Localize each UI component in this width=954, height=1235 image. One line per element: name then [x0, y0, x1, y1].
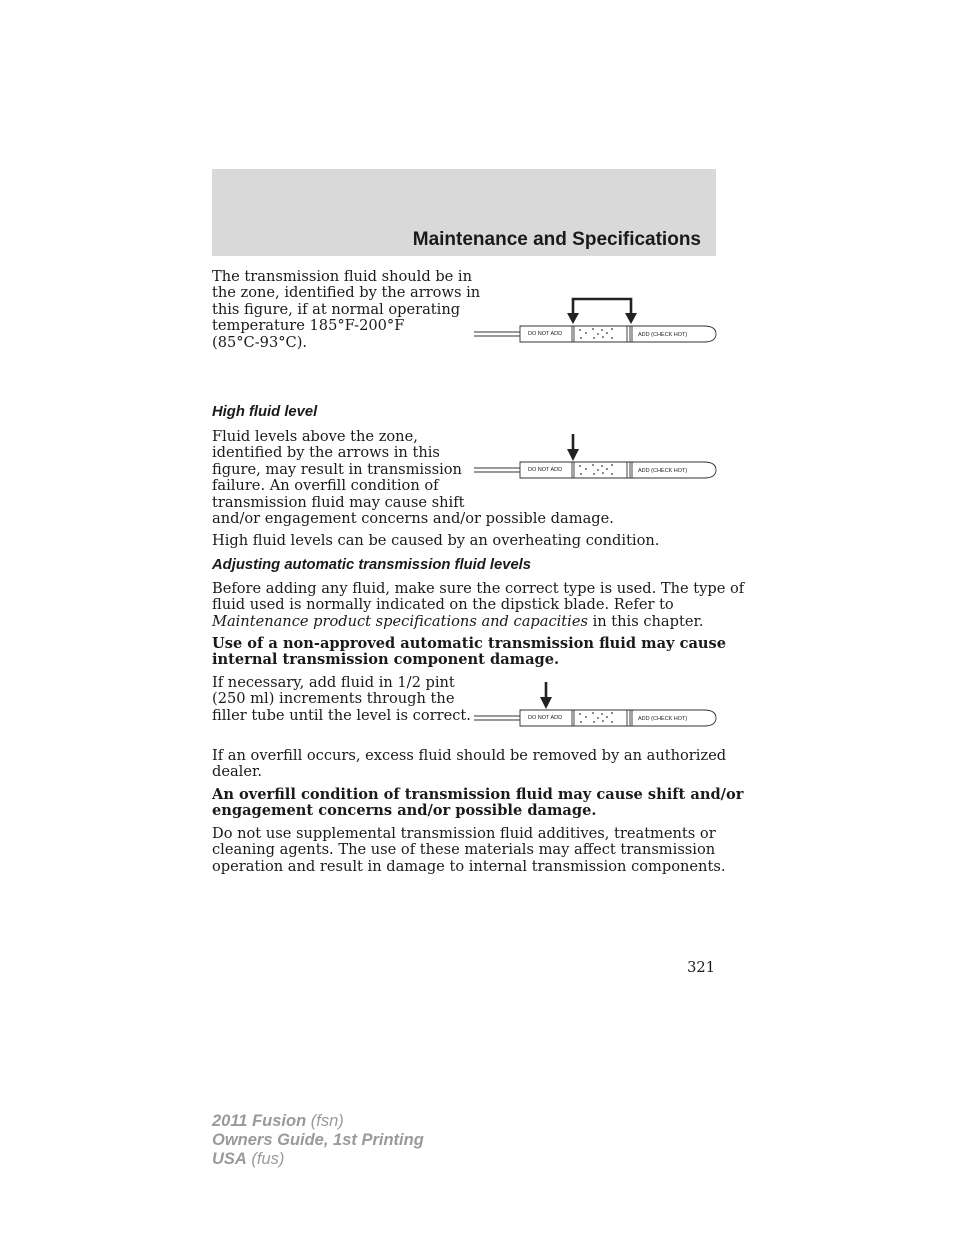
text-line: the zone, identified by the arrows in [212, 284, 481, 302]
text-line: Fluid levels above the zone, [212, 428, 418, 445]
text-line: The transmission fluid should be in [212, 268, 473, 285]
intro-paragraph [212, 269, 480, 351]
dipstick-label-do-not-add: DO NOT ADD [528, 715, 563, 721]
text-fragment: in this chapter. [587, 612, 704, 630]
cross-reference: Maintenance product specifications and capacities [212, 612, 588, 630]
down-arrow-icon [567, 313, 579, 324]
down-arrow-icon [625, 313, 637, 324]
text-line: cleaning agents. The use of these materials may affect transmission [212, 841, 716, 859]
footer-model: 2011 Fusion [212, 1112, 307, 1130]
text-line: Before adding any fluid, make sure the correct type is used. The type of [212, 580, 745, 597]
section-header [212, 169, 716, 256]
text-line: identified by the arrows in this [212, 444, 440, 462]
text-line: (250 ml) increments through the [212, 690, 455, 708]
footer-line [212, 1112, 424, 1131]
footer-market-code: (fus) [246, 1150, 285, 1168]
warning-fluid-type [212, 636, 726, 669]
text-line: internal transmission component damage. [212, 651, 560, 669]
additives-paragraph [212, 826, 725, 875]
footer-model-code: (fsn) [306, 1112, 344, 1130]
footer [212, 1112, 424, 1169]
text-line: fluid used is normally indicated on the dipstick blade. Refer to [212, 596, 674, 614]
text-line: Do not use supplemental transmission fluid additives, treatments or [212, 825, 716, 842]
dipstick-label-do-not-add: DO NOT ADD [528, 467, 563, 473]
text-line: operation and result in damage to internal transmission components. [212, 857, 726, 875]
text-line: If necessary, add fluid in 1/2 pint [212, 674, 455, 691]
adjusting-paragraph [212, 581, 744, 630]
text-line: and/or engagement concerns and/or possible damage. [212, 510, 614, 528]
text-line: If an overfill occurs, excess fluid should be removed by an authorized [212, 747, 727, 764]
subheading-adjusting: Adjusting automatic transmission fluid levels [212, 557, 532, 573]
add-fluid-paragraph [212, 675, 471, 724]
text-line: transmission fluid may cause shift [212, 493, 465, 511]
section-title: Maintenance and Specifications [412, 229, 701, 250]
text-line: (85°C-93°C). [212, 333, 308, 351]
dipstick-figure-normal [474, 296, 720, 348]
page-number: 321 [687, 959, 715, 976]
dipstick-label-add: ADD (CHECK HOT) [638, 468, 688, 474]
dipstick-figure-high [474, 432, 720, 484]
subheading-high-fluid: High fluid level [212, 404, 318, 420]
text-line: dealer. [212, 763, 262, 781]
warning-overfill [212, 787, 743, 820]
text-line: filler tube until the level is correct. [212, 706, 471, 724]
down-arrow-icon [567, 449, 579, 461]
dipstick-label-do-not-add: DO NOT ADD [528, 331, 563, 337]
dipstick-label-add: ADD (CHECK HOT) [638, 332, 688, 338]
text-line: failure. An overfill condition of [212, 477, 439, 495]
footer-market: USA [212, 1150, 247, 1168]
text-line [212, 614, 744, 630]
dipstick-figure-add [474, 680, 720, 732]
text-line: Use of a non-approved automatic transmission fluid may cause [212, 635, 727, 652]
zone-bracket [573, 299, 631, 316]
text-line: this figure, if at normal operating [212, 300, 461, 318]
text-line: temperature 185°F-200°F [212, 317, 405, 335]
footer-line [212, 1150, 424, 1169]
dipstick-label-add: ADD (CHECK HOT) [638, 716, 688, 722]
footer-line: Owners Guide, 1st Printing [212, 1131, 424, 1149]
overheat-paragraph: High fluid levels can be caused by an overheating condition. [212, 532, 660, 549]
overfill-paragraph [212, 748, 726, 781]
text-line: An overfill condition of transmission fluid may cause shift and/or [212, 786, 744, 803]
down-arrow-icon [540, 697, 552, 709]
text-line: engagement concerns and/or possible damage. [212, 802, 597, 820]
text-line: figure, may result in transmission [212, 460, 462, 478]
